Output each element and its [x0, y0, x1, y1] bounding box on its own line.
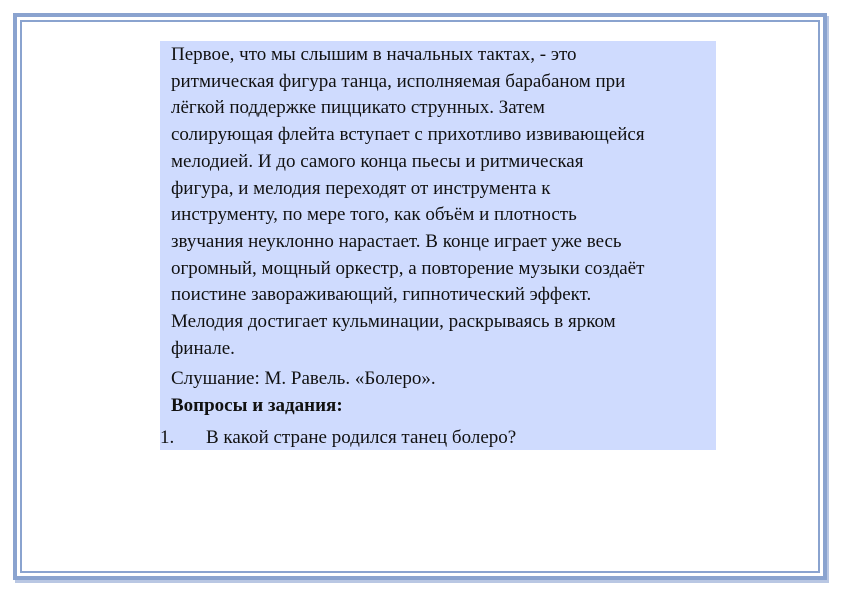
- question-text: В какой стране родился танец болеро?: [206, 427, 517, 448]
- questions-heading: Вопросы и задания:: [171, 395, 343, 416]
- highlighted-text-block: [160, 41, 716, 450]
- listening-line: Слушание: М. Равель. «Болеро».: [171, 368, 436, 389]
- description-paragraph: Первое, что мы слышим в начальных тактах, - это ритмическая фигура танца, исполняемая барабаном при лёгкой поддержке пиццикато струнных. Затем солирующая флейта вступает с прихотливо извивающейся мелодией. И до самого конца пьесы и ритмическая фигура, и мелодия переходят от инструмента к инструменту, по мере того, как объём и плотность звучания неуклонно нарастает. В конце играет уже весь огромный, мощный оркестр, а повторение музыки создаёт поистине завораживающий, гипнотический эффект. Мелодия достигает кульминации, раскрываясь в ярком финале.: [171, 44, 645, 359]
- question-number: 1.: [160, 427, 175, 448]
